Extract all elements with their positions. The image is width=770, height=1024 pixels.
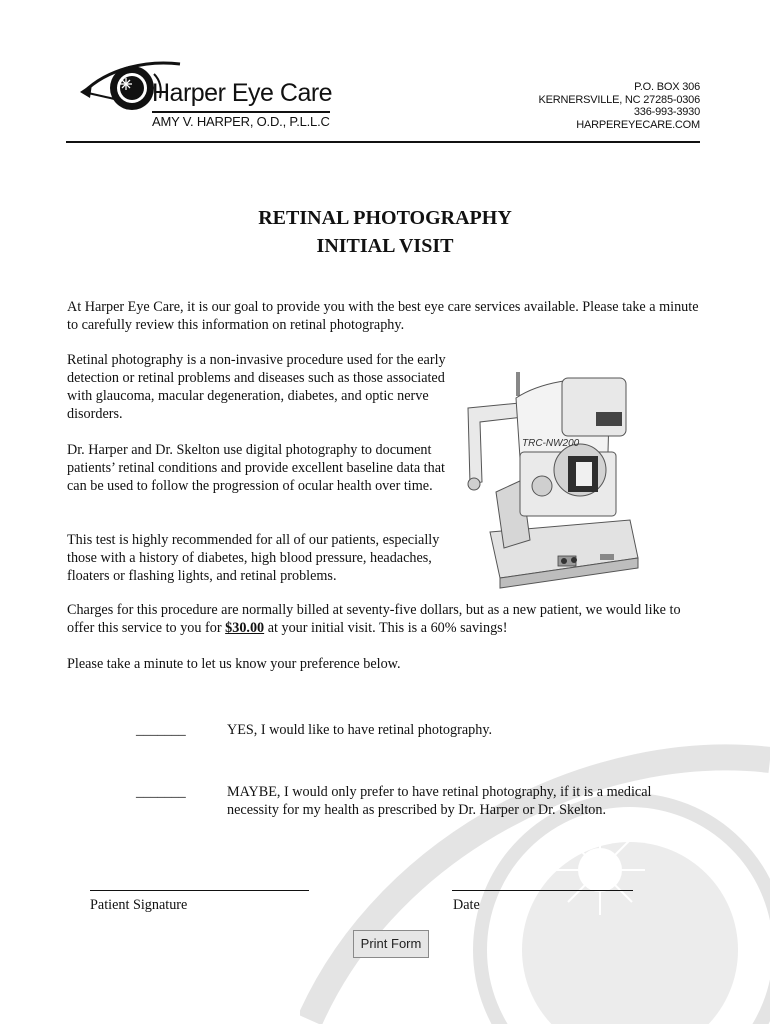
header-divider — [66, 141, 700, 143]
address-line-phone: 336-993-3930 — [633, 106, 700, 118]
logo-subtitle: AMY V. HARPER, O.D., P.L.L.C — [152, 114, 330, 129]
recommendation-paragraph: This test is highly recommended for all of our patients, especially those with a history of diabetes, high blood pressure, headaches, floaters or flashing lights, and retinal problems. — [67, 532, 440, 584]
address-line-po-box: P.O. BOX 306 — [634, 81, 700, 93]
document-title: RETINAL PHOTOGRAPHY — [258, 207, 512, 229]
preference-prompt: Please take a minute to let us know your preference below. — [67, 656, 401, 672]
retinal-camera-image — [460, 362, 660, 590]
address-line-city: KERNERSVILLE, NC 27285-0306 — [538, 93, 700, 106]
procedure-description-paragraph: Retinal photography is a non-invasive procedure used for the early detection or retinal problems and diseases such as those associated with glaucoma, macular degeneration, diabetes, and optic nerve disorders. — [67, 352, 446, 422]
doctors-paragraph: Dr. Harper and Dr. Skelton use digital photography to document patients’ retinal conditions and provide excellent baseline data that can be used to follow the progression of ocular health over time. — [67, 442, 445, 494]
charges-price: $30.00 — [225, 620, 265, 636]
patient-signature-line[interactable] — [90, 890, 309, 891]
eye-watermark-icon — [300, 720, 770, 1024]
charges-text-before: Charges for this procedure are normally billed at seventy-five dollars, but as a new patient, we would like to offer this service to you for — [67, 602, 681, 636]
logo-title: Harper Eye Care — [152, 79, 333, 107]
date-label: Date — [453, 897, 480, 913]
print-form-button[interactable]: Print Form — [353, 930, 429, 958]
date-line[interactable] — [452, 890, 633, 891]
camera-model-label: TRC-NW200 — [522, 438, 580, 449]
yes-option-text: YES, I would like to have retinal photography. — [227, 722, 493, 738]
maybe-option-text: MAYBE, I would only prefer to have retinal photography, if it is a medical necessity for my health as prescribed by Dr. Harper or Dr. Skelton. — [227, 784, 652, 818]
intro-paragraph: At Harper Eye Care, it is our goal to provide you with the best eye care services available. Please take a minute to carefully review this information on retinal photography. — [67, 299, 699, 333]
document-subtitle: INITIAL VISIT — [316, 235, 454, 257]
charges-paragraph — [67, 601, 707, 637]
address-line-website: HARPEREYECARE.COM — [576, 118, 700, 131]
patient-signature-label: Patient Signature — [90, 897, 188, 913]
logo-underline — [152, 111, 330, 113]
yes-option-blank[interactable]: _______ — [136, 722, 186, 738]
maybe-option-blank[interactable]: _______ — [136, 784, 186, 800]
charges-text-after: at your initial visit. This is a 60% savings! — [264, 620, 508, 636]
address-block — [538, 81, 700, 131]
